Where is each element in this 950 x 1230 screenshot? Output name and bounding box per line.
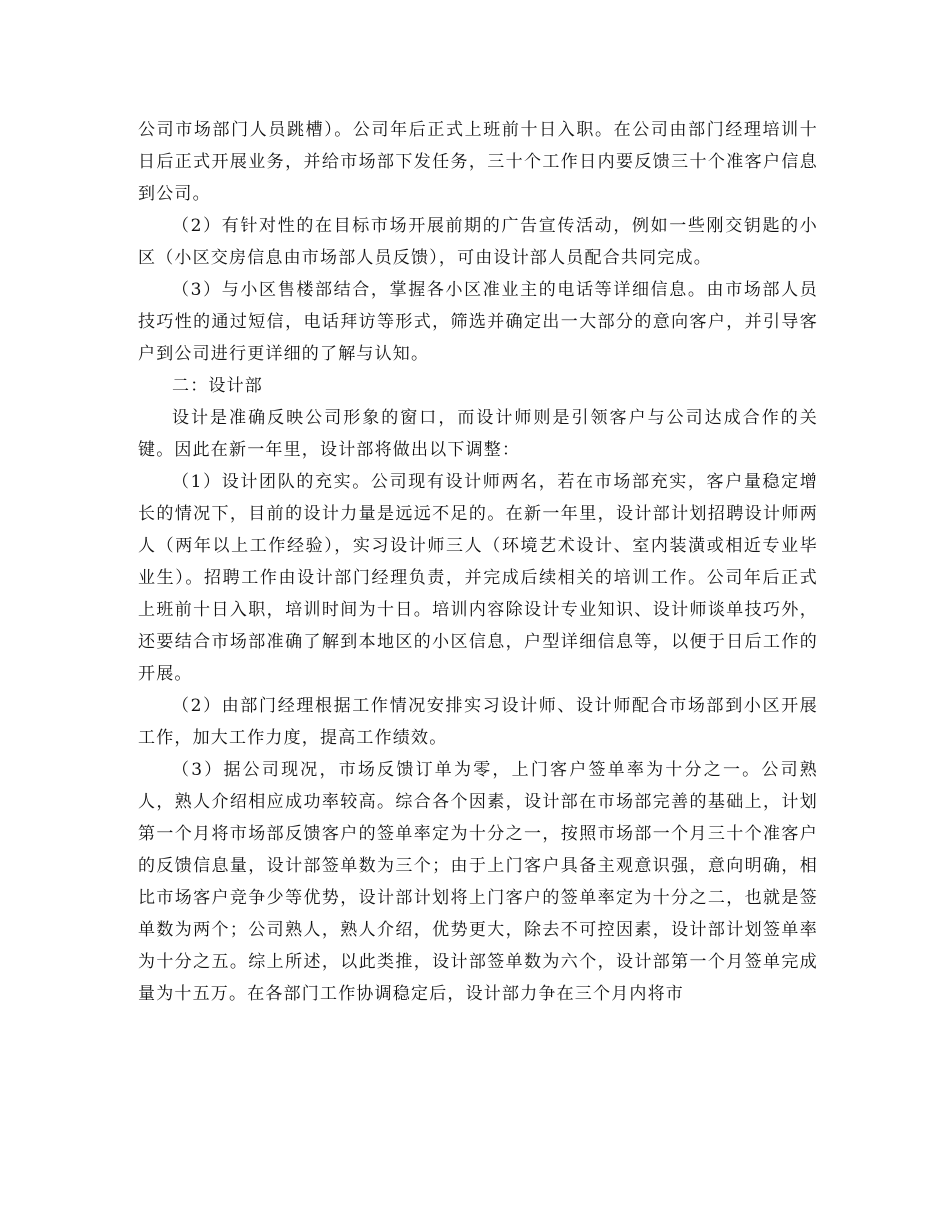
paragraph-design-item-3: （3）据公司现况，市场反馈订单为零，上门客户签单率为十分之一。公司熟人，熟人介绍相应成功率较高。综合各个因素，设计部在市场部完善的基础上，计划第一个月将市场部反馈客户的签单率定为十分之一，按照市场部一个月三十个准客户的反馈信息量，设计部签单数为三个；由于上门客户具备主观意识强，意向明确，相比市场客户竞争少等优势，设计部计划将上门客户的签单率定为十分之二，也就是签单数为两个；公司熟人，熟人介绍，优势更大，除去不可控因素，设计部计划签单率为十分之五。综上所述，以此类推，设计部签单数为六个，设计部第一个月签单完成量为十五万。在各部门工作协调稳定后，设计部力争在三个月内将市 (138, 760, 818, 1004)
paragraph-market-item-3: （3）与小区售楼部结合，掌握各小区准业主的电话等详细信息。由市场部人员技巧性的通过短信，电话拜访等形式，筛选并确定出一大部分的意向客户，并引导客户到公司进行更详细的了解与认知。 (138, 280, 818, 364)
paragraph-design-intro: 设计是准确反映公司形象的窗口，而设计师则是引领客户与公司达成合作的关键。因此在新一年里，设计部将做出以下调整： (138, 408, 818, 460)
paragraph-market-item-2: （2）有针对性的在目标市场开展前期的广告宣传活动，例如一些刚交钥匙的小区（小区交房信息由市场部人员反馈），可由设计部人员配合共同完成。 (138, 216, 818, 268)
paragraph-market-continued: 公司市场部门人员跳槽）。公司年后正式上班前十日入职。在公司由部门经理培训十日后正式开展业务，并给市场部下发任务，三十个工作日内要反馈三十个准客户信息到公司。 (138, 120, 818, 204)
paragraph-design-item-1: （1）设计团队的充实。公司现有设计师两名，若在市场部充实，客户量稳定增长的情况下，目前的设计力量是远远不足的。在新一年里，设计部计划招聘设计师两人（两年以上工作经验），实习设计师三人（环境艺术设计、室内装潢或相近专业毕业生）。招聘工作由设计部门经理负责，并完成后续相关的培训工作。公司年后正式上班前十日入职，培训时间为十日。培训内容除设计专业知识、设计师谈单技巧外，还要结合市场部准确了解到本地区的小区信息，户型详细信息等，以便于日后工作的开展。 (138, 472, 818, 684)
section-heading-design-dept: 二：设计部 (172, 376, 263, 396)
document-body (138, 114, 818, 1010)
paragraph-design-item-2: （2）由部门经理根据工作情况安排实习设计师、设计师配合市场部到小区开展工作，加大工作力度，提高工作绩效。 (138, 696, 818, 748)
